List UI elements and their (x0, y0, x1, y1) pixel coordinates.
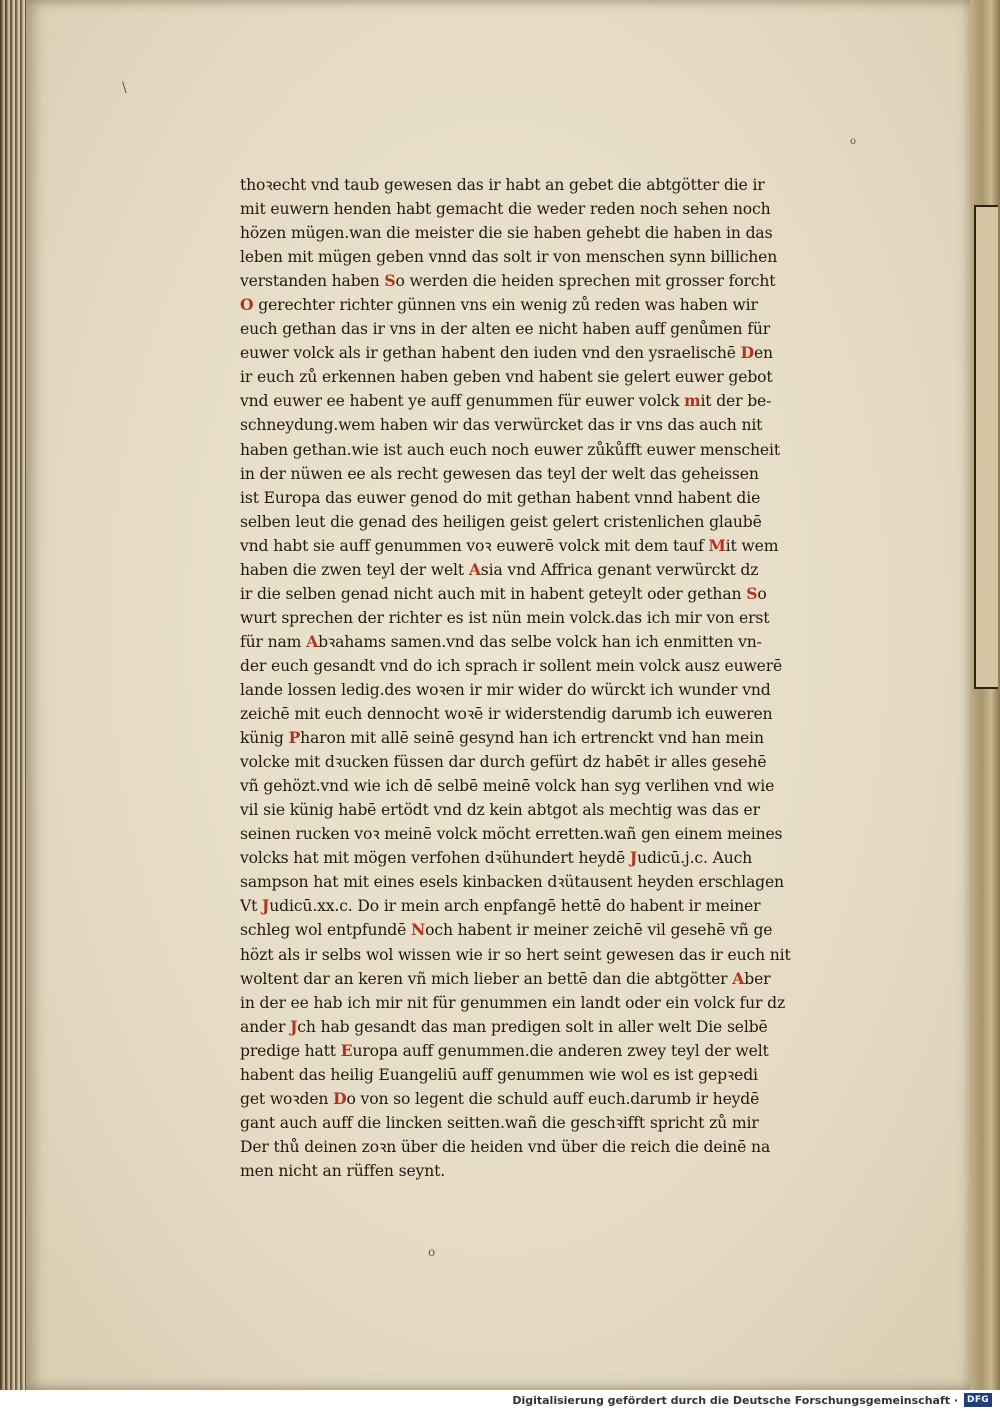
facing-page-edge (970, 0, 1000, 1390)
rubricated-initial: S (746, 583, 758, 603)
text-line: Vt Judicū.xx.c. Do ir mein arch enpfangē hettē do habent ir meiner (240, 896, 761, 916)
rubricated-initial: J (262, 896, 270, 916)
text-line: hözt als ir selbs wol wissen wie ir so hert seint gewesen das ir euch nit (240, 945, 791, 964)
text-line: vnd habt sie auff genummen voꝛ euwerē volck mit dem tauf Mit wem (240, 535, 779, 555)
text-line: seinen rucken voꝛ meinē volck möcht erretten.wañ gen einem meines (240, 825, 783, 844)
rubricated-initial: A (306, 631, 319, 651)
text-line: künig Pharon mit allē seinē gesynd han ich ertrenckt vnd han mein (240, 728, 764, 748)
facing-page-woodcut-border (974, 205, 998, 689)
rubricated-initial: D (740, 343, 754, 363)
text-line: men nicht an rüffen seynt. (240, 1161, 446, 1180)
text-line: Der thů deinen zoꝛn über die heiden vnd über die reich die deinē na (240, 1137, 771, 1156)
text-line: verstanden haben So werden die heiden sprechen mit grosser forcht (240, 271, 776, 291)
text-line: get woꝛden Do von so legent die schuld auff euch.darumb ir heydē (240, 1088, 760, 1108)
text-line: euwer volck als ir gethan habent den iuden vnd den ysraelischē Den (240, 343, 773, 363)
text-line: volcks hat mit mögen verfohen dꝛühundert heydē Judicū.j.c. Auch (240, 848, 753, 868)
text-line: selben leut die genad des heiligen geist gelert cristenlichen glaubē (240, 512, 762, 531)
text-line: woltent dar an keren vñ mich lieber an bettē dan die abtgötter Aber (240, 968, 771, 988)
rubricated-initial: P (288, 728, 301, 748)
digitization-footer (0, 1390, 1000, 1411)
text-line: der euch gesandt vnd do ich sprach ir sollent mein volck ausz euwerē (240, 656, 783, 675)
stray-circle: o (428, 1245, 436, 1259)
text-line: vil sie künig habē ertödt vnd dz kein abtgot als mechtig was das er (240, 801, 760, 820)
rubricated-initial: A (468, 559, 481, 579)
text-line: thoꝛecht vnd taub gewesen das ir habt an gebet die abtgötter die ir (240, 176, 765, 194)
rubricated-initial: A (732, 968, 745, 988)
rubricated-initial: M (708, 535, 726, 555)
body-text-block (240, 173, 888, 1183)
rubricated-initial: D (333, 1088, 347, 1108)
funding-credit: Digitalisierung gefördert durch die Deutsche Forschungsgemeinschaft · (512, 1394, 958, 1407)
text-line: habent das heilig Euangeliū auff genummen wie wol es ist gepꝛedi (240, 1065, 758, 1084)
text-line: in der nüwen ee als recht gewesen das teyl der welt das geheissen (240, 464, 759, 483)
stray-mark: \ (122, 80, 127, 96)
text-line: vñ gehözt.vnd wie ich dē selbē meinē volck han syg verlihen vnd wie (240, 777, 775, 796)
text-line: predige hatt Europa auff genummen.die anderen zwey teyl der welt (240, 1040, 769, 1060)
text-line: ir euch zů erkennen haben geben vnd habent sie gelert euwer gebot (240, 368, 773, 387)
text-line: haben gethan.wie ist auch euch noch euwer zůkůfft euwer menscheit (240, 440, 780, 459)
text-line: schleg wol entpfundē Noch habent ir meiner zeichē vil gesehē vñ ge (240, 920, 773, 940)
text-line: vnd euwer ee habent ye auff genummen für euwer volck mit der be- (240, 391, 772, 411)
text-line: haben die zwen teyl der welt Asia vnd Affrica genant verwürckt dz (240, 559, 759, 579)
text-line: sampson hat mit eines esels kinbacken dꝛütausent heyden erschlagen (240, 873, 784, 892)
text-line: O gerechter richter günnen vns ein wenig zů reden was haben wir (240, 295, 758, 315)
rubricated-initial: E (340, 1040, 353, 1060)
stray-dot: o (850, 136, 857, 147)
rubricated-initial: N (411, 920, 426, 940)
rubricated-initial: S (384, 271, 396, 291)
rubricated-initial: m (684, 391, 701, 411)
text-line: in der ee hab ich mir nit für genummen ein landt oder ein volck fur dz (240, 993, 786, 1012)
text-line: ander Jch hab gesandt das man predigen solt in aller welt Die selbē (240, 1016, 768, 1036)
text-line: lande lossen ledig.des woꝛen ir mir wider do würckt ich wunder vnd (240, 680, 771, 699)
text-line: euch gethan das ir vns in der alten ee nicht haben auff genůmen für (240, 320, 771, 339)
text-line: wurt sprechen der richter es ist nün mein volck.das ich mir von erst (240, 608, 770, 627)
text-line: ir die selben genad nicht auch mit in habent geteylt oder gethan So (240, 583, 767, 603)
rubricated-initial: J (290, 1016, 298, 1036)
text-line: mit euwern henden habt gemacht die weder reden noch sehen noch (240, 200, 771, 219)
text-line: leben mit mügen geben vnnd das solt ir von menschen synn billichen (240, 248, 778, 267)
text-line: ist Europa das euwer genod do mit gethan habent vnnd habent die (240, 488, 761, 507)
text-line: für nam Abꝛahams samen.vnd das selbe volck han ich enmitten vn- (240, 631, 762, 651)
text-line: volcke mit dꝛucken füssen dar durch gefürt dz habēt ir alles gesehē (240, 753, 767, 772)
dfg-logo: DFG (964, 1393, 992, 1407)
rubricated-initial: J (629, 848, 638, 868)
text-line: hözen mügen.wan die meister die sie haben gehebt die haben in das (240, 224, 773, 243)
text-line: gant auch auff die lincken seitten.wañ die geschꝛifft spricht zů mir (240, 1113, 759, 1132)
rubricated-initial: O (240, 295, 254, 315)
text-line: schneydung.wem haben wir das verwürcket das ir vns das auch nit (240, 416, 763, 435)
text-line: zeichē mit euch dennocht woꝛē ir widerstendig darumb ich euweren (240, 705, 773, 724)
